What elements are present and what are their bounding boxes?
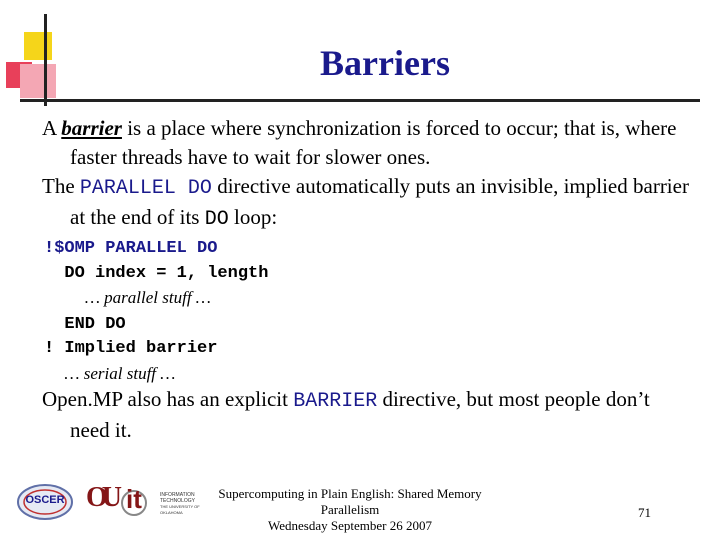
ou-logo-text: OU xyxy=(86,482,116,513)
page-number: 71 xyxy=(638,505,651,520)
code-line: … serial stuff … xyxy=(64,363,176,383)
paragraph-explicit-barrier xyxy=(42,385,692,445)
code-line: DO index = 1, length xyxy=(44,263,269,283)
code-block xyxy=(44,237,268,388)
code-line: … parallel stuff … xyxy=(84,288,211,307)
oscer-logo xyxy=(16,482,74,522)
emphasis-barrier: barrier xyxy=(61,116,122,140)
text: directive, but most people don’t need it. xyxy=(70,387,650,442)
footer-line-1: Supercomputing in Plain English: Shared Memory Parallelism xyxy=(218,486,482,517)
code-barrier: BARRIER xyxy=(293,390,378,413)
code-parallel-do: PARALLEL DO xyxy=(79,177,212,200)
text: directive automatically puts an invisible, implied barrier at the end of its xyxy=(70,174,689,229)
text: The xyxy=(42,174,80,198)
paragraph-barrier-definition xyxy=(42,114,692,172)
code-line: ! Implied barrier xyxy=(44,339,218,358)
slide-title: Barriers xyxy=(320,43,450,83)
slide-body xyxy=(42,114,692,234)
text: is a place where synchronization is forced to occur; that is, where faster threads have to wait for slower ones. xyxy=(70,116,677,169)
text: Open.MP also has an explicit xyxy=(42,387,294,411)
ou-logo xyxy=(84,480,118,526)
slide-body-bottom xyxy=(42,385,692,445)
it-caption: TECHNOLOGY xyxy=(160,498,196,504)
code-line: END DO xyxy=(44,314,126,334)
text: A xyxy=(42,116,62,140)
code-do: DO xyxy=(204,208,229,231)
oscer-logo-text: OSCER xyxy=(25,494,65,506)
footer-text xyxy=(190,486,510,534)
it-logo-text: it xyxy=(126,484,142,514)
footer-line-2: Wednesday September 26 2007 xyxy=(268,518,432,533)
corner-decoration xyxy=(0,0,80,110)
paragraph-parallel-do xyxy=(42,172,692,234)
it-caption: THE UNIVERSITY OF OKLAHOMA xyxy=(160,504,200,515)
it-caption: INFORMATION xyxy=(160,492,195,498)
code-line: !$OMP PARALLEL DO xyxy=(44,239,218,258)
text: loop: xyxy=(228,205,278,229)
